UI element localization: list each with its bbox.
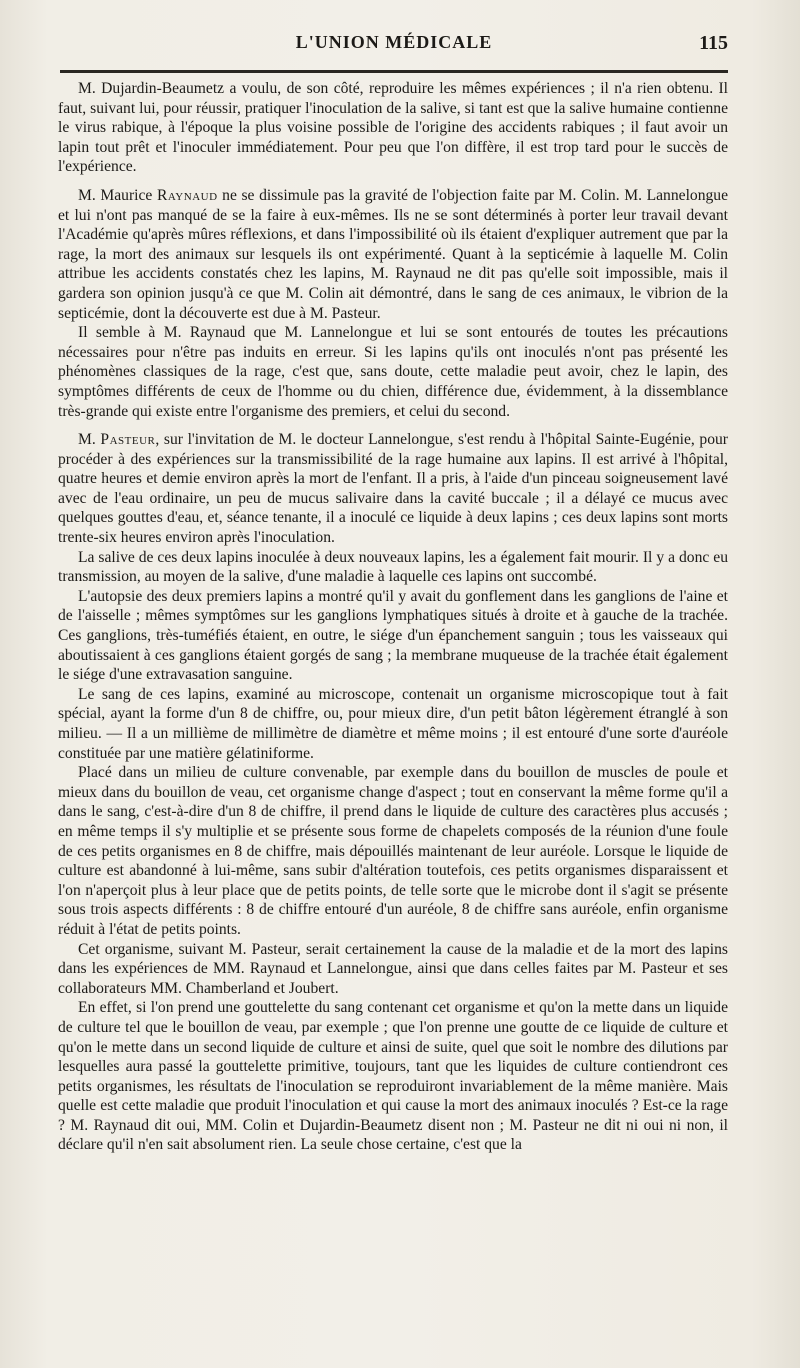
paragraph: M. Dujardin-Beaumetz a voulu, de son côté, reproduire les mêmes expériences ; il n'a rien obtenu. Il faut, suivant lui, pour réussir, pratiquer l'inoculation de la salive, si tant est que la salive humaine contienne le virus rabique, à l'époque la plus voisine possible de l'origine des accidents rabiques ; il faut avoir un lapin tout prêt et l'inoculer immédiatement. Pour peu que l'on diffère, il est trop tard pour le succès de l'expérience. [58,80,728,176]
header-rule [60,70,728,73]
paragraph: M. Maurice Raynaud ne se dissimule pas la gravité de l'objection faite par M. Colin. M. Lannelongue et lui n'ont pas manqué de se la faire à eux-mêmes. Ils ne se sont déterminés à porter leur travail devant l'Académie qu'après mûres réflexions, et dans l'impossibilité où ils étaient d'expliquer autrement que par la rage, la mort des animaux sur lesquels ils ont expérimenté. Quant à la septicémie à laquelle M. Colin attribue les accidents constatés chez les lapins, M. Raynaud ne dit pas qu'elle soit impossible, mais il gardera son opinion jusqu'à ce que M. Colin ait démontré, dans le sang de ces animaux, le vibrion de la septicémie, dont la découverte est due à M. Pasteur. [58,186,729,322]
paragraph: M. Pasteur, sur l'invitation de M. le docteur Lannelongue, s'est rendu à l'hôpital Sainte-Eugénie, pour procéder à des expériences sur la transmissibilité de la rage humaine aux lapins. Il est arrivé à l'hôpital, quatre heures et demie environ après la mort de l'enfant. Il a pris, à l'aide d'un pinceau soigneusement lavé avec de l'eau ordinaire, un peu de mucus salivaire dans la cavité buccale ; il a délayé ce mucus avec quelques gouttes d'eau, et, séance tenante, il a inoculé ce liquide à deux lapins ; ces deux lapins sont morts trente-six heures environ après l'inoculation. [58,431,728,547]
paragraph: En effet, si l'on prend une gouttelette du sang contenant cet organisme et qu'on la mette dans un liquide de culture tel que le bouillon de veau, par exemple ; que l'on prenne une goutte de ce liquide de culture et qu'on le mette dans un second liquide de culture et ainsi de suite, quel que soit le nombre des dilutions par lesquelles aura passé la gouttelette primitive, toujours, tant que les liquides de culture contiendront ces petits organismes, les résultats de l'inoculation se reproduiront invariablement de la même manière. Mais quelle est cette maladie que produit l'inoculation et qui cause la mort des animaux inoculés ? Est-ce la rage ? M. Raynaud dit oui, MM. Colin et Dujardin-Beaumetz disent non ; M. Pasteur ne dit ni oui ni non, il déclare qu'il n'en sait absolument rien. La seule chose certaine, c'est que la [58,999,728,1154]
paragraph: Le sang de ces lapins, examiné au microscope, contenait un organisme microscopique tout à fait spécial, ayant la forme d'un 8 de chiffre, ou, pour mieux dire, d'un petit bâton légèrement étranglé à son milieu. — Il a un millième de millimètre de diamètre et même moins ; il est entouré d'une sorte d'auréole constituée par une matière gélatiniforme. [58,685,728,762]
paragraph: L'autopsie des deux premiers lapins a montré qu'il y avait du gonflement dans les ganglions de l'aine et de l'aisselle ; mêmes symptômes sur les ganglions lymphatiques situés à droite et à gauche de la trachée. Ces ganglions, très-tuméfiés étaient, en outre, le siége d'un épanchement sanguin ; tous les vaisseaux qui aboutissaient à ces ganglions étaient gorgés de sang ; la membrane muqueuse de la trachée était également le siége d'une extravasation sanguine. [58,587,728,684]
person-name: Pasteur [100,431,156,449]
paragraph: Cet organisme, suivant M. Pasteur, serait certainement la cause de la maladie et de la mort des lapins dans les expériences de MM. Raynaud et Lannelongue, ainsi que dans celles faites par M. Pasteur et ses collaborateurs MM. Chamberland et Joubert. [58,940,728,997]
page-header [60,30,728,64]
person-name: Raynaud [156,186,218,204]
paragraph: Placé dans un milieu de culture convenable, par exemple dans du bouillon de muscles de poule et mieux dans du bouillon de veau, cet organisme change d'aspect ; tout en conservant la même forme qu'il a dans le sang, c'est-à-dire d'un 8 de chiffre, il prend dans le liquide de culture des caractères plus accusés ; en même temps il s'y multiplie et se présente sous forme de chapelets composés de la réunion d'une foule de ces petits organismes en 8 de chiffre, mais dépouillés maintenant de leur auréole. Lorsque le liquide de culture est abandonné à lui-même, sans subir d'altération toutefois, ces petits organismes disparaissent et l'on n'aperçoit plus à leur place que de petits points, de telle sorte que le microbe dont il s'agit se présente sous trois aspects différents : 8 de chiffre entouré d'un auréole, 8 de chiffre sans auréole, enfin organisme réduit à l'état de petits points. [58,764,728,938]
article-body [58,79,728,1155]
paragraph: Il semble à M. Raynaud que M. Lannelongue et lui se sont entourés de toutes les précautions nécessaires pour n'être pas induits en erreur. Si les lapins qu'ils ont inoculés n'ont pas présenté les phénomènes classiques de la rage, c'est que, sans doute, cette maladie peut avoir, chez le lapin, des symptômes différents de ceux de l'homme ou du chien, différence due, évidemment, à la dissemblance très-grande qui existe entre l'organisme des premiers, et celui du second. [58,324,728,420]
running-title: L'UNION MÉDICALE [295,32,493,52]
paragraph: La salive de ces deux lapins inoculée à deux nouveaux lapins, les a également fait mourir. Il y a donc eu transmission, au moyen de la salive, d'une maladie à laquelle ces lapins ont succombé. [58,548,728,586]
page-number: 115 [699,32,728,54]
